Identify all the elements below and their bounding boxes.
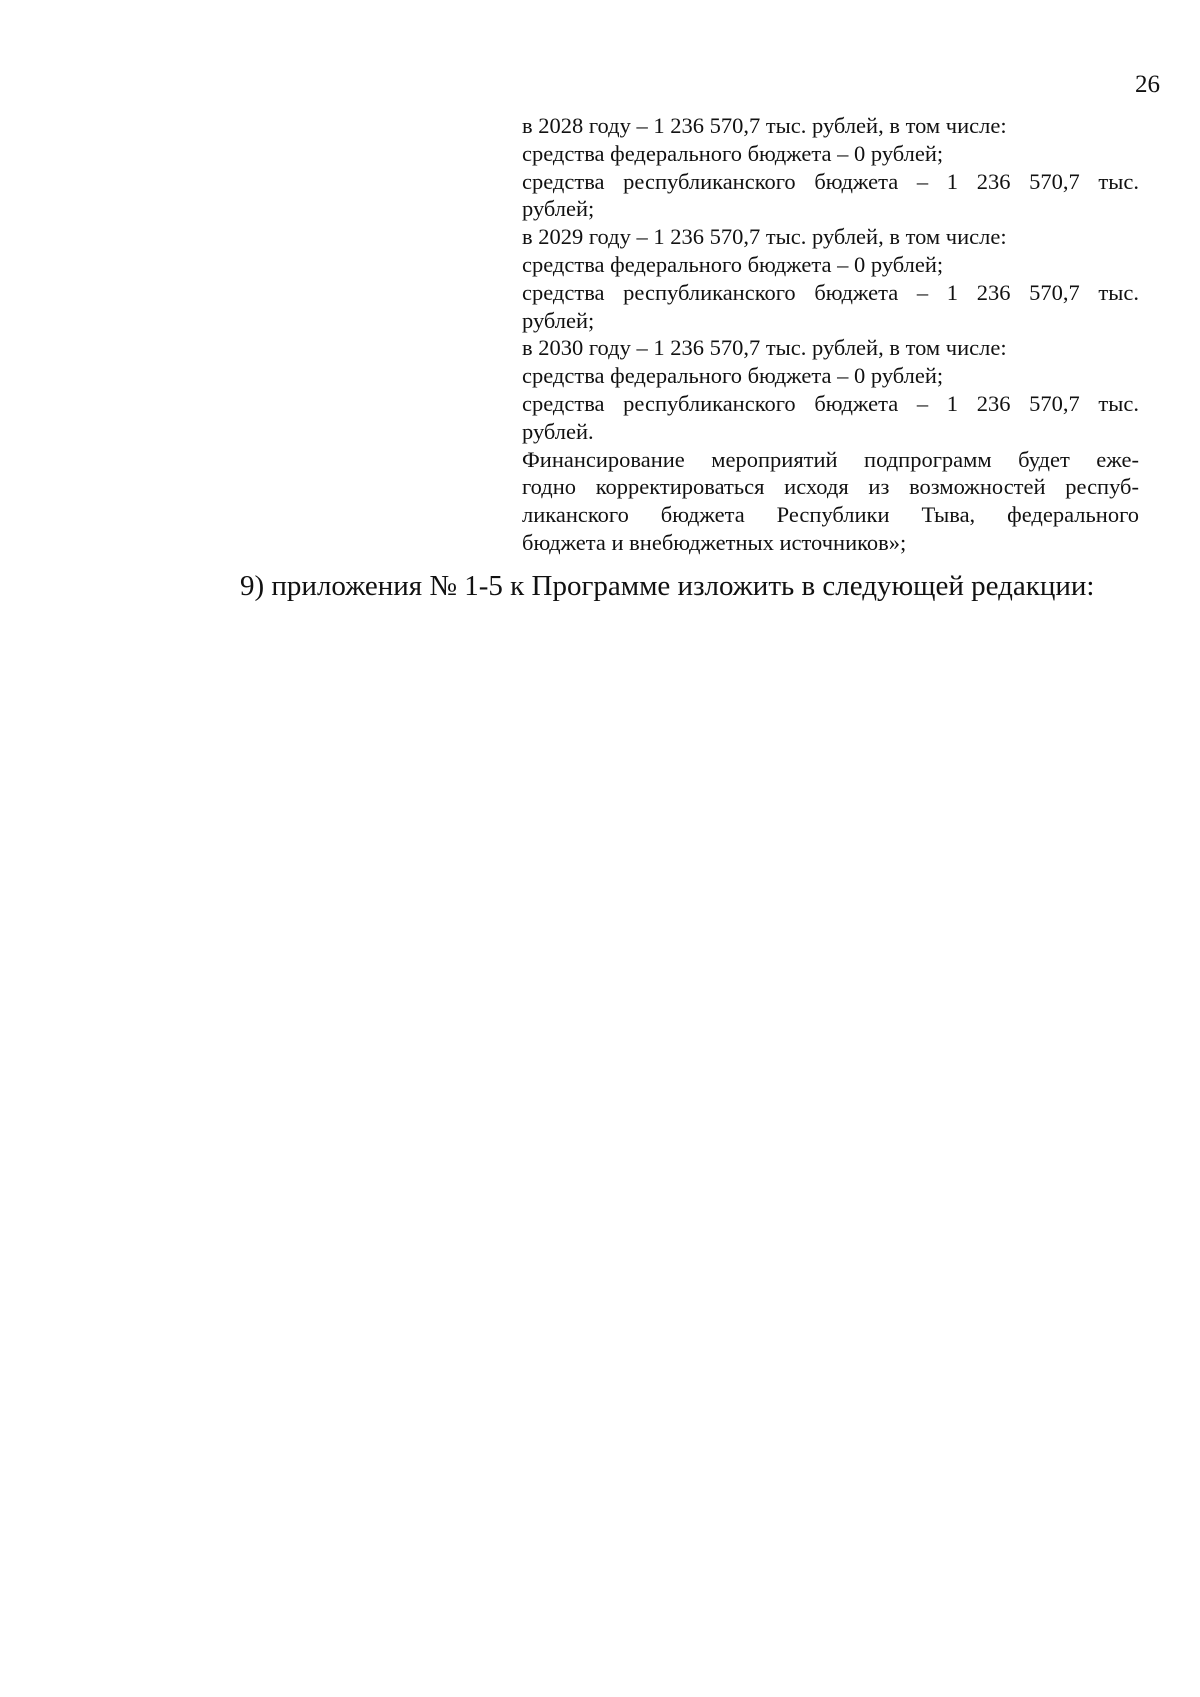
page-number: 26: [1135, 71, 1160, 98]
year-2028-republican-line-end: рублей;: [522, 196, 595, 222]
year-2029-republican-line: средства республиканского бюджета – 1 236 570,7 тыс.: [522, 279, 1139, 305]
financing-note-line-2: годно корректироваться исходя из возможностей респуб-: [522, 474, 1139, 500]
year-2030-total-line: в 2030 году – 1 236 570,7 тыс. рублей, в том числе:: [522, 335, 1007, 361]
year-2028-federal-line: средства федерального бюджета – 0 рублей;: [522, 140, 944, 166]
year-2029-federal-line: средства федерального бюджета – 0 рублей;: [522, 251, 944, 277]
financing-note-line-1: Финансирование мероприятий подпрограмм будет еже-: [522, 446, 1139, 472]
year-2029-republican-line-end: рублей;: [522, 307, 595, 333]
budget-financing-block: [522, 112, 1139, 557]
year-2029-total-line: в 2029 году – 1 236 570,7 тыс. рублей, в том числе:: [522, 224, 1007, 250]
year-2030-republican-line: средства республиканского бюджета – 1 236 570,7 тыс.: [522, 390, 1139, 416]
year-2028-total-line: в 2028 году – 1 236 570,7 тыс. рублей, в том числе:: [522, 113, 1007, 138]
financing-note-line-4: бюджета и внебюджетных источников»;: [522, 529, 907, 555]
year-2028-republican-line: средства республиканского бюджета – 1 236 570,7 тыс.: [522, 168, 1139, 194]
year-2030-federal-line: средства федерального бюджета – 0 рублей;: [522, 363, 944, 389]
financing-note-line-3: ликанского бюджета Республики Тыва, федерального: [522, 502, 1139, 528]
year-2030-republican-line-end: рублей.: [522, 418, 594, 444]
amendment-item-9: 9) приложения № 1-5 к Программе изложить в следующей редакции:: [240, 570, 1095, 602]
